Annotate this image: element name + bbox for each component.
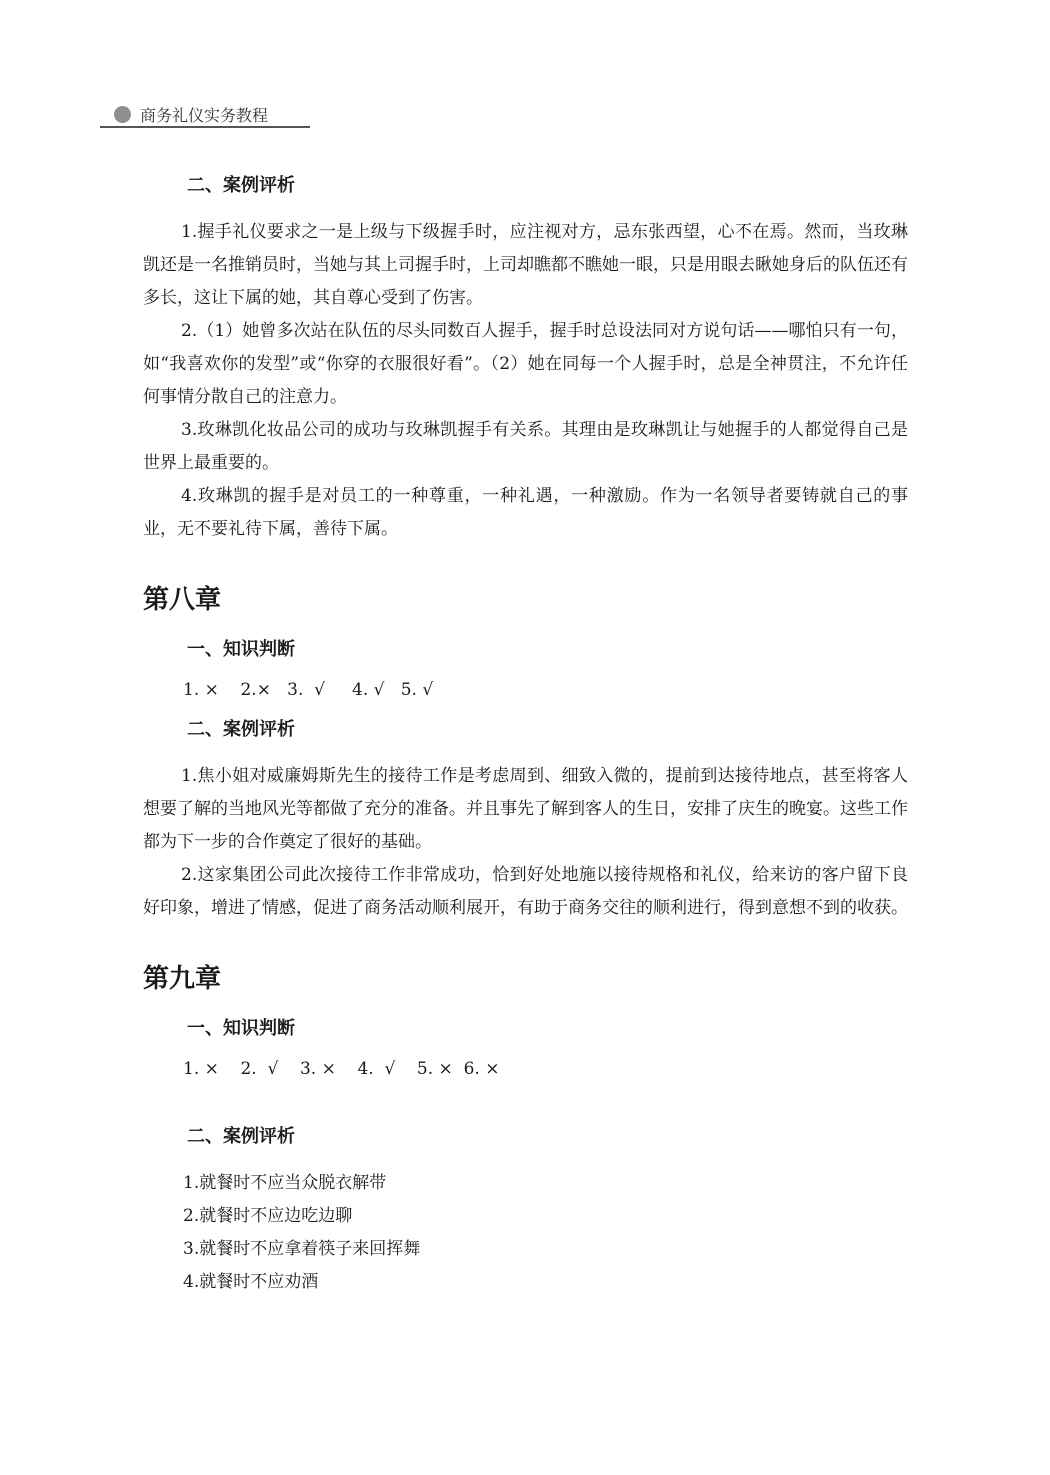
case-paragraph: 1.焦小姐对威廉姆斯先生的接待工作是考虑周到、细致入微的，提前到达接待地点，甚至将客人想要了解的当地风光等都做了充分的准备。并且事先了解到客人的生日，安排了庆生的晚宴。这些工作都为下一步的合作奠定了很好的基础。 [143,766,908,852]
answer-list: 1. × 2. √ 3. × 4. √ 5. × 6. × [183,1059,500,1079]
knowledge-heading: 一、知识判断 [187,639,295,660]
chapter-9-title: 第九章 [143,964,222,994]
case-paragraph: 4.玫琳凯的握手是对员工的一种尊重，一种礼遇，一种激励。作为一名领导者要铸就自己的事业，无不要礼待下属，善待下属。 [143,486,908,539]
running-header [100,104,310,130]
case-analysis-heading: 二、案例评析 [187,719,295,740]
header-bullet-icon [114,106,131,123]
case-analysis-heading: 二、案例评析 [187,175,295,196]
list-item: 4.就餐时不应劝酒 [183,1272,319,1292]
chapter-8-title: 第八章 [143,585,222,615]
case-paragraph: 3.玫琳凯化妆品公司的成功与玫琳凯握手有关系。其理由是玫琳凯让与她握手的人都觉得自己是世界上最重要的。 [143,420,908,473]
list-item: 1.就餐时不应当众脱衣解带 [183,1173,387,1193]
case-paragraph: 2.（1）她曾多次站在队伍的尽头同数百人握手，握手时总设法同对方说句话——哪怕只有一句，如“我喜欢你的发型”或“你穿的衣服很好看”。（2）她在同每一个人握手时，总是全神贯注，不允许任何事情分散自己的注意力。 [143,321,908,407]
book-title: 商务礼仪实务教程 [140,106,269,125]
answer-list: 1. × 2.× 3. √ 4. √ 5. √ [183,680,434,700]
case-paragraph: 2.这家集团公司此次接待工作非常成功，恰到好处地施以接待规格和礼仪，给来访的客户留下良好印象，增进了情感，促进了商务活动顺利展开，有助于商务交往的顺利进行，得到意想不到的收获。 [143,865,908,918]
case-paragraph: 1.握手礼仪要求之一是上级与下级握手时，应注视对方，忌东张西望，心不在焉。然而，当玫琳凯还是一名推销员时，当她与其上司握手时，上司却瞧都不瞧她一眼，只是用眼去瞅她身后的队伍还有多长，这让下属的她，其自尊心受到了伤害。 [143,222,908,308]
knowledge-heading: 一、知识判断 [187,1018,295,1039]
list-item: 3.就餐时不应拿着筷子来回挥舞 [183,1239,421,1259]
list-item: 2.就餐时不应边吃边聊 [183,1206,353,1226]
header-rule [100,126,310,128]
page-content [143,166,908,1299]
case-analysis-heading: 二、案例评析 [187,1126,295,1147]
